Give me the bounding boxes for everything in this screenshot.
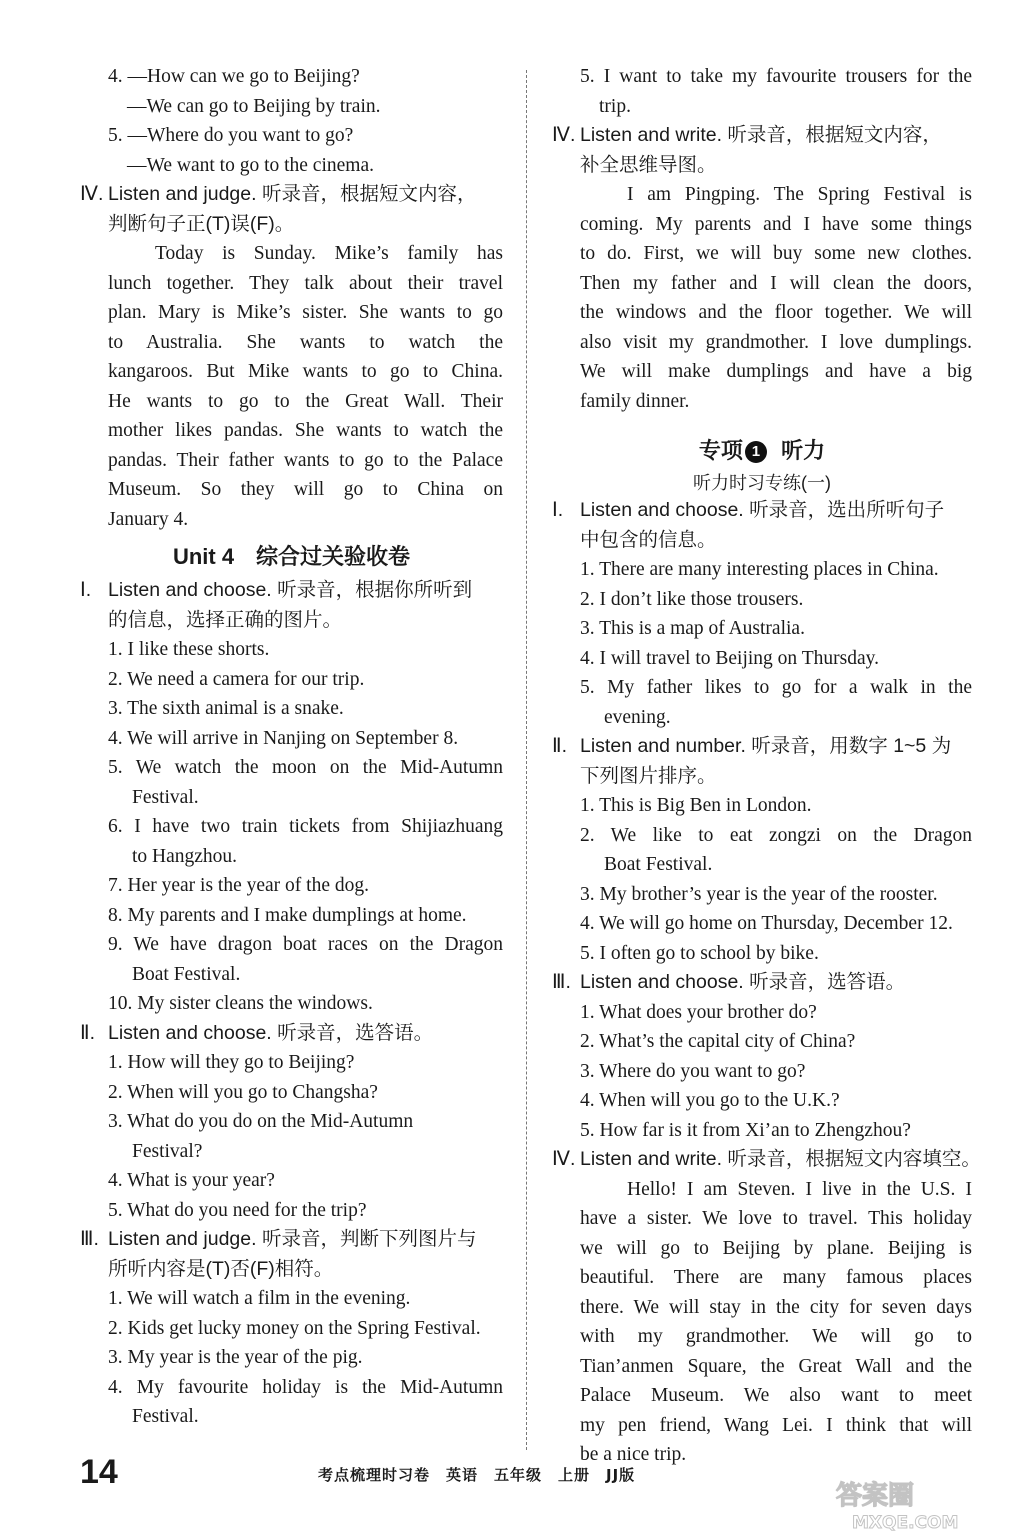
right-column [552,62,981,1470]
section-title [80,1225,503,1255]
section-title [552,121,972,151]
list-item: 4. I will travel to Beijing on Thursday. [580,647,879,669]
dialogue-line: —We want to go to the cinema. [127,154,374,176]
list-item-cont: Boat Festival. [132,963,241,985]
passage-line: Museum. So they will go to China on [108,479,503,500]
passage-line: coming. My parents and I have some things [580,213,972,235]
list-item: 4. When will you go to the U.K.? [580,1090,840,1111]
passage-line: there. We will stay in the city for seven days [580,1296,972,1318]
section-title [80,576,503,606]
section-title [552,496,972,526]
passage-line: we will go to Beijing by plane. Beijing is [580,1237,972,1259]
passage-line: mother likes pandas. She wants to watch the [108,420,503,441]
watermark-logo [832,1476,1002,1532]
list-item-cont: trip. [599,95,631,117]
section-numeral: Ⅱ. [80,1021,96,1044]
list-item: 6. I have two train tickets from Shijiazhuang [108,816,503,837]
passage-line: Then my father and I will clean the doors, [580,272,972,294]
list-item-cont: Festival. [132,786,199,808]
list-item: 1. This is Big Ben in London. [580,795,812,816]
list-item: 1. There are many interesting places in China. [580,559,939,580]
list-item: 4. My favourite holiday is the Mid-Autumn [108,1376,503,1398]
list-item-cont: Boat Festival. [604,854,713,875]
list-item: 3. What do you do on the Mid-Autumn [108,1111,414,1132]
list-item: 5. My father likes to go for a walk in the [580,677,972,698]
section-title [552,1145,981,1175]
section-numeral: Ⅳ. [552,1148,576,1170]
section-numeral: Ⅰ. [552,499,564,521]
list-item: 9. We have dragon boat races on the Dragon [108,934,503,955]
passage-line: Tian’anmen Square, the Great Wall and the [580,1355,972,1377]
topic-heading [552,434,972,468]
passage-line: to do. First, we will buy some new clothes. [580,243,972,264]
topic-number-badge: 1 [745,441,767,463]
list-item: 2. We like to eat zongzi on the Dragon [580,824,972,846]
passage-line: Today is Sunday. Mike’s family has [155,243,503,264]
list-item: 3. This is a map of Australia. [580,618,805,639]
footer-text: 考点梳理时习卷 英语 五年级 上册 JJ版 [318,1466,636,1484]
section-title-text: Listen and write. 听录音，根据短文内容， [580,124,942,146]
list-item: 5. How far is it from Xi’an to Zhengzhou? [580,1119,911,1141]
section-title-cont: 判断句子正(T)误(F)。 [108,212,295,235]
list-item: 2. When will you go to Changsha? [108,1081,378,1103]
section-title [80,1019,503,1049]
list-item: 2. Kids get lucky money on the Spring Festival. [108,1317,481,1339]
list-item: 3. My year is the year of the pig. [108,1347,363,1368]
list-item: 1. I like these shorts. [108,639,270,660]
section-title-cont: 下列图片排序。 [580,764,717,787]
passage-line: be a nice trip. [580,1444,687,1465]
passage-line: Palace Museum. We also want to meet [580,1385,972,1406]
column-divider [526,70,527,1450]
list-item: 2. We need a camera for our trip. [108,668,365,690]
section-title-text: Listen and write. 听录音，根据短文内容填空。 [580,1148,981,1170]
list-item: 5. What do you need for the trip? [108,1199,367,1221]
passage-line: I am Pingping. The Spring Festival is [627,184,972,205]
list-item: 5. We watch the moon on the Mid-Autumn [108,757,503,778]
section-title [552,732,972,762]
unit-heading: Unit 4 综合过关验收卷 [172,544,411,569]
section-title-cont: 的信息，选择正确的图片。 [108,608,343,631]
list-item: 1. What does your brother do? [580,1001,817,1023]
list-item: 2. What’s the capital city of China? [580,1031,856,1052]
section-numeral: Ⅲ. [80,1228,99,1250]
passage-line: We will make dumplings and have a big [580,361,972,382]
passage-line: also visit my grandmother. I love dumplings. [580,331,972,353]
list-item: 8. My parents and I make dumplings at home. [108,904,467,926]
list-item: 7. Her year is the year of the dog. [108,875,369,896]
section-title [80,180,503,210]
passage-line: my pen friend, Wang Lei. I think that will [580,1414,972,1436]
passage-line: lunch together. They talk about their travel [108,272,503,294]
section-numeral: Ⅳ. [552,124,576,146]
list-item: 10. My sister cleans the windows. [108,993,373,1014]
subheading: 听力时习专练(一) [693,473,831,493]
list-item: 5. I often go to school by bike. [580,942,819,964]
passage [80,239,503,534]
list-item-cont: evening. [604,706,671,728]
watermark-site: MXQE.COM [852,1513,959,1532]
section-title-cont: 中包含的信息。 [580,528,717,551]
section-title-cont: 补全思维导图。 [580,153,717,176]
section-title-text: Listen and choose. 听录音，选答语。 [108,1021,434,1044]
watermark-label: 答案圈 [836,1481,915,1511]
section-numeral: Ⅱ. [552,735,568,757]
passage-line: Hello! I am Steven. I live in the U.S. I [627,1178,972,1200]
dialogue-line: 4. —How can we go to Beijing? [108,66,360,87]
section-title-text: Listen and choose. 听录音，根据你所听到 [108,579,473,601]
section-numeral: Ⅲ. [552,971,571,993]
list-item: 4. We will go home on Thursday, December 12. [580,913,953,934]
section-title-text: Listen and choose. 听录音，选出所听句子 [580,499,945,521]
left-column [80,62,503,1432]
list-item: 1. How will they go to Beijing? [108,1052,355,1073]
list-item-cont: to Hangzhou. [132,845,238,867]
passage-line: January 4. [108,508,189,530]
passage-line: plan. Mary is Mike’s sister. She wants to go [108,302,503,323]
list-item: 1. We will watch a film in the evening. [108,1288,411,1309]
section-title-text: Listen and number. 听录音，用数字 1~5 为 [580,735,952,757]
list-item: 2. I don’t like those trousers. [580,588,804,610]
list-item: 3. My brother’s year is the year of the rooster. [580,883,938,905]
section-title-text: Listen and judge. 听录音，根据短文内容， [108,183,477,205]
section-title [552,968,972,998]
dialogue-line: 5. —Where do you want to go? [108,125,354,146]
passage-line: He wants to go to the Great Wall. Their [108,390,503,412]
list-item-cont: Festival? [132,1140,203,1162]
section-title-text: Listen and judge. 听录音，判断下列图片与 [108,1228,477,1250]
topic-prefix: 专项 [698,438,743,463]
passage-line: to Australia. She wants to watch the [108,331,503,353]
dialogue-line: —We can go to Beijing by train. [127,95,381,117]
page-number: 14 [80,1453,118,1491]
passage-line: beautiful. There are many famous places [580,1267,972,1288]
passage-line: have a sister. We love to travel. This holiday [580,1208,972,1229]
list-item: 3. Where do you want to go? [580,1060,806,1082]
passage-line: family dinner. [580,390,690,412]
passage-line: kangaroos. But Mike wants to go to China. [108,361,503,382]
passage-line: the windows and the floor together. We will [580,302,972,323]
passage [552,1175,972,1470]
list-item-cont: Festival. [132,1406,199,1427]
section-title-cont: 所听内容是(T)否(F)相符。 [108,1257,334,1280]
list-item: 5. I want to take my favourite trousers for the [580,66,972,87]
list-item: 4. What is your year? [108,1170,275,1191]
section-title-text: Listen and choose. 听录音，选答语。 [580,971,906,993]
section-numeral: Ⅰ. [80,579,92,601]
list-item: 4. We will arrive in Nanjing on September 8. [108,727,459,749]
passage-line: with my grandmother. We will go to [580,1326,972,1347]
passage [552,180,972,416]
topic-title: 听力 [781,438,826,463]
section-numeral: Ⅳ. [80,183,104,205]
passage-line: pandas. Their father wants to go to the Palace [108,449,503,471]
list-item: 3. The sixth animal is a snake. [108,698,344,719]
